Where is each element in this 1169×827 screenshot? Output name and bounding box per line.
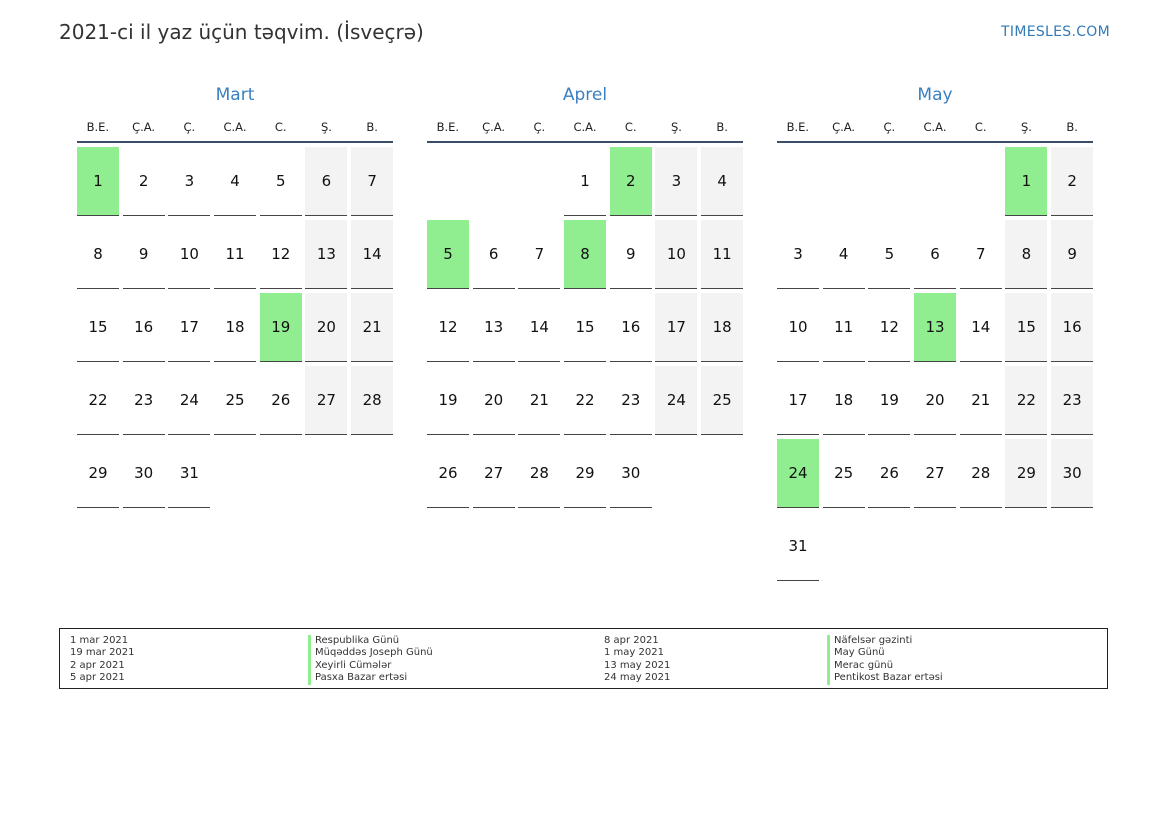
day-cell: 15 (1005, 293, 1047, 362)
empty-cell (473, 147, 515, 216)
month-name: Aprel (562, 85, 608, 105)
day-cell: 1 (564, 147, 606, 216)
header-divider (427, 141, 743, 143)
weekday-label: Ç.A. (482, 120, 506, 134)
month-name: May (917, 85, 953, 105)
weekday-label: B. (716, 120, 728, 134)
legend-date: 1 mar 2021 (70, 635, 129, 646)
day-cell: 14 (351, 220, 393, 289)
day-cell: 7 (351, 147, 393, 216)
day-cell: 16 (610, 293, 652, 362)
day-cell: 16 (123, 293, 165, 362)
weekday-label: C.A. (223, 120, 247, 134)
day-cell: 6 (305, 147, 347, 216)
day-cell: 18 (214, 293, 256, 362)
weekday-label: C. (974, 120, 987, 134)
day-cell: 5 (868, 220, 910, 289)
day-cell: 11 (701, 220, 743, 289)
day-cell: 12 (868, 293, 910, 362)
holiday-legend (59, 628, 1108, 689)
day-cell: 29 (77, 439, 119, 508)
legend-date: 5 apr 2021 (70, 672, 125, 684)
legend-holiday-name: Näfelsər gəzinti (827, 635, 943, 647)
legend-date: 1 may 2021 (604, 647, 664, 659)
day-cell: 10 (777, 293, 819, 362)
day-cell: 23 (1051, 366, 1093, 435)
legend-date: 24 may 2021 (604, 672, 671, 684)
legend-date: 2 apr 2021 (70, 659, 125, 671)
legend-holiday-name: Pasxa Bazar ertəsi (308, 672, 433, 684)
day-cell: 11 (214, 220, 256, 289)
day-cell: 17 (168, 293, 210, 362)
day-cell: 22 (1005, 366, 1047, 435)
weekday-label: Ş. (1020, 120, 1032, 134)
day-cell: 26 (868, 439, 910, 508)
legend-holiday-name: Xeyirli Cümələr (308, 660, 433, 672)
day-cell: 30 (123, 439, 165, 508)
day-cell: 3 (777, 220, 819, 289)
weekday-label: C. (274, 120, 287, 134)
day-cell: 20 (914, 366, 956, 435)
day-cell: 9 (610, 220, 652, 289)
empty-cell (427, 147, 469, 216)
empty-cell (868, 147, 910, 216)
weekday-label: Ş. (670, 120, 682, 134)
day-cell: 21 (351, 293, 393, 362)
weekday-label: C.A. (573, 120, 597, 134)
day-cell: 4 (214, 147, 256, 216)
day-cell: 4 (823, 220, 865, 289)
day-grid (427, 147, 743, 508)
day-cell: 25 (701, 366, 743, 435)
weekday-label: Ç. (883, 120, 896, 134)
header-divider (777, 141, 1093, 143)
weekday-label: B. (366, 120, 378, 134)
day-cell: 15 (564, 293, 606, 362)
day-cell: 11 (823, 293, 865, 362)
legend-holiday-name: Respublika Günü (308, 635, 433, 647)
day-cell: 3 (655, 147, 697, 216)
weekday-label: C. (624, 120, 637, 134)
day-cell: 25 (823, 439, 865, 508)
day-cell: 14 (960, 293, 1002, 362)
day-cell: 6 (473, 220, 515, 289)
legend-date: 13 may 2021 (604, 659, 671, 671)
day-cell: 21 (960, 366, 1002, 435)
day-cell: 29 (564, 439, 606, 508)
day-cell: 27 (473, 439, 515, 508)
day-cell: 31 (777, 512, 819, 581)
day-cell: 26 (427, 439, 469, 508)
day-cell: 3 (168, 147, 210, 216)
weekday-label: Ç.A. (132, 120, 156, 134)
day-cell: 18 (701, 293, 743, 362)
day-cell: 10 (655, 220, 697, 289)
legend-date: 19 mar 2021 (70, 647, 135, 659)
weekday-label: C.A. (923, 120, 947, 134)
day-cell: 24 (655, 366, 697, 435)
day-cell: 20 (305, 293, 347, 362)
day-cell: 14 (518, 293, 560, 362)
day-cell: 2 (123, 147, 165, 216)
day-cell: 17 (777, 366, 819, 435)
day-cell: 13 (473, 293, 515, 362)
day-cell: 17 (655, 293, 697, 362)
weekday-label: Ş. (320, 120, 332, 134)
day-cell: 30 (1051, 439, 1093, 508)
day-cell: 13 (305, 220, 347, 289)
day-cell: 8 (77, 220, 119, 289)
weekday-label: B.E. (86, 120, 110, 134)
day-cell: 27 (914, 439, 956, 508)
day-grid (77, 147, 393, 508)
day-cell: 23 (123, 366, 165, 435)
month-name: Mart (215, 85, 255, 105)
day-cell: 28 (960, 439, 1002, 508)
day-cell: 16 (1051, 293, 1093, 362)
day-cell: 31 (168, 439, 210, 508)
empty-cell (518, 147, 560, 216)
day-cell: 12 (427, 293, 469, 362)
weekday-header (77, 114, 393, 140)
holiday-day-cell: 19 (260, 293, 302, 362)
weekday-label: Ç.A. (832, 120, 856, 134)
holiday-day-cell: 1 (1005, 147, 1047, 216)
site-link[interactable]: TIMESLES.COM (1001, 24, 1110, 40)
day-cell: 29 (1005, 439, 1047, 508)
day-cell: 21 (518, 366, 560, 435)
header-divider (77, 141, 393, 143)
day-grid (777, 147, 1093, 581)
empty-cell (823, 147, 865, 216)
day-cell: 22 (77, 366, 119, 435)
day-cell: 20 (473, 366, 515, 435)
holiday-day-cell: 24 (777, 439, 819, 508)
holiday-day-cell: 1 (77, 147, 119, 216)
day-cell: 8 (1005, 220, 1047, 289)
legend-holiday-name: Pentikost Bazar ertəsi (827, 672, 943, 684)
day-cell: 26 (260, 366, 302, 435)
day-cell: 27 (305, 366, 347, 435)
legend-holiday-name: May Günü (827, 647, 943, 659)
day-cell: 25 (214, 366, 256, 435)
holiday-day-cell: 8 (564, 220, 606, 289)
legend-holiday-name: Müqəddəs Joseph Günü (308, 647, 433, 659)
weekday-header (427, 114, 743, 140)
day-cell: 4 (701, 147, 743, 216)
day-cell: 12 (260, 220, 302, 289)
day-cell: 7 (518, 220, 560, 289)
day-cell: 22 (564, 366, 606, 435)
empty-cell (960, 147, 1002, 216)
day-cell: 19 (427, 366, 469, 435)
day-cell: 5 (260, 147, 302, 216)
legend-holiday-name: Merac günü (827, 660, 943, 672)
weekday-label: B. (1066, 120, 1078, 134)
weekday-header (777, 114, 1093, 140)
day-cell: 2 (1051, 147, 1093, 216)
day-cell: 30 (610, 439, 652, 508)
day-cell: 18 (823, 366, 865, 435)
day-cell: 7 (960, 220, 1002, 289)
day-cell: 9 (123, 220, 165, 289)
month-march (77, 84, 393, 508)
holiday-day-cell: 13 (914, 293, 956, 362)
day-cell: 24 (168, 366, 210, 435)
holiday-day-cell: 5 (427, 220, 469, 289)
empty-cell (914, 147, 956, 216)
holiday-day-cell: 2 (610, 147, 652, 216)
day-cell: 15 (77, 293, 119, 362)
month-may (777, 84, 1093, 581)
day-cell: 23 (610, 366, 652, 435)
weekday-label: B.E. (436, 120, 460, 134)
day-cell: 6 (914, 220, 956, 289)
empty-cell (777, 147, 819, 216)
legend-date: 8 apr 2021 (604, 635, 659, 646)
month-april (427, 84, 743, 508)
page-title: 2021-ci il yaz üçün təqvim. (İsveçrə) (59, 20, 424, 44)
day-cell: 19 (868, 366, 910, 435)
day-cell: 9 (1051, 220, 1093, 289)
day-cell: 28 (351, 366, 393, 435)
day-cell: 10 (168, 220, 210, 289)
weekday-label: Ç. (183, 120, 196, 134)
day-cell: 28 (518, 439, 560, 508)
weekday-label: B.E. (786, 120, 810, 134)
weekday-label: Ç. (533, 120, 546, 134)
